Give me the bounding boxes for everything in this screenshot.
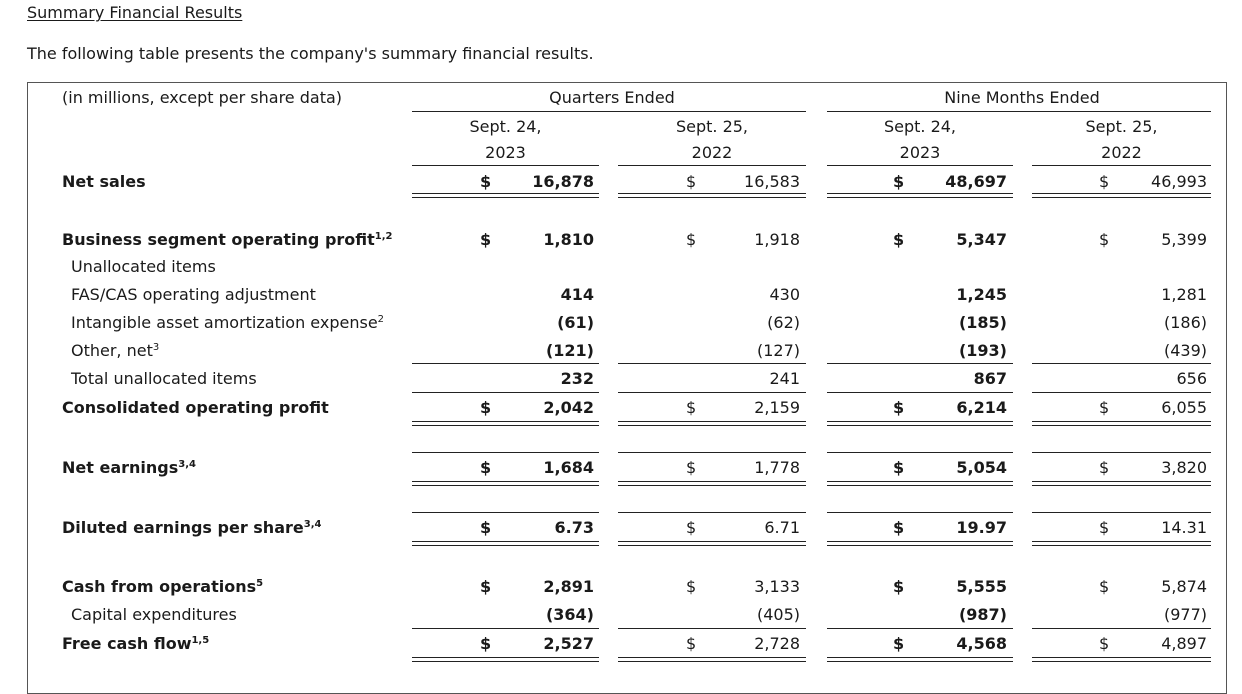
row-label-text: Diluted earnings per share — [62, 518, 304, 537]
double-rule-line — [412, 541, 599, 546]
currency-symbol: $ — [686, 518, 697, 537]
group-underline-quarters — [412, 111, 806, 112]
cell-cash-ops-col3: 5,555 — [956, 577, 1007, 596]
cell-other-net-col3: (193) — [958, 341, 1007, 360]
rule-line — [1032, 452, 1211, 453]
double-rule-line — [1032, 657, 1211, 662]
row-label-text: Other, net — [71, 341, 153, 360]
currency-symbol: $ — [480, 634, 492, 653]
column-header-1-line2: 2023 — [485, 143, 526, 162]
cell-cash-ops-col2: 3,133 — [754, 577, 800, 596]
row-label-text: Intangible asset amortization expense — [71, 313, 378, 332]
cell-intangible-col4: (186) — [1163, 313, 1207, 332]
rule-line — [827, 363, 1013, 364]
double-rule-line — [827, 193, 1013, 198]
double-rule-line — [827, 541, 1013, 546]
currency-symbol: $ — [893, 518, 905, 537]
cell-capex-col1: (364) — [545, 605, 594, 624]
row-label-unallocated — [71, 257, 216, 277]
cell-other-net-col2: (127) — [756, 341, 800, 360]
cell-free-cash-flow-col4: 4,897 — [1161, 634, 1207, 653]
cell-total-unallocated-col2: 241 — [769, 369, 800, 388]
row-label-fas-cas — [71, 285, 316, 305]
column-header-2-line2: 2022 — [691, 143, 733, 162]
units-note: (in millions, except per share data) — [62, 88, 343, 107]
currency-symbol: $ — [686, 577, 697, 596]
rule-line — [412, 392, 599, 393]
currency-symbol: $ — [686, 458, 697, 477]
double-rule-line — [618, 193, 806, 198]
currency-symbol: $ — [686, 172, 697, 191]
double-rule-line — [827, 481, 1013, 486]
column-header-underline — [1032, 165, 1211, 166]
rule-line — [827, 628, 1013, 629]
currency-symbol: $ — [480, 458, 492, 477]
row-label-net-sales — [62, 172, 146, 192]
cell-consolidated-op-profit-col1: 2,042 — [543, 398, 594, 417]
currency-symbol: $ — [480, 577, 492, 596]
currency-symbol: $ — [686, 398, 697, 417]
cell-free-cash-flow-col1: 2,527 — [543, 634, 594, 653]
row-label-text: Consolidated operating profit — [62, 398, 329, 417]
cell-other-net-col4: (439) — [1163, 341, 1207, 360]
row-label-free-cash-flow — [62, 634, 209, 654]
rule-line — [827, 452, 1013, 453]
currency-symbol: $ — [1099, 634, 1110, 653]
cell-diluted-eps-col2: 6.71 — [764, 518, 800, 537]
currency-symbol: $ — [480, 518, 492, 537]
row-label-text: Business segment operating profit — [62, 230, 375, 249]
group-header-nine-months: Nine Months Ended — [944, 88, 1100, 107]
column-header-underline — [412, 165, 599, 166]
double-rule-line — [1032, 541, 1211, 546]
row-label-capex — [71, 605, 237, 625]
row-label-segment-op-profit — [62, 230, 393, 250]
currency-symbol: $ — [893, 458, 905, 477]
currency-symbol: $ — [1099, 172, 1110, 191]
footnote-marker: 1,2 — [374, 231, 393, 242]
cell-capex-col4: (977) — [1163, 605, 1207, 624]
rule-line — [412, 512, 599, 513]
row-label-text: Net sales — [62, 172, 146, 191]
footnote-marker: 1,5 — [191, 635, 210, 646]
rule-line — [1032, 363, 1211, 364]
rule-line — [412, 363, 599, 364]
double-rule-line — [618, 421, 806, 426]
cell-consolidated-op-profit-col2: 2,159 — [754, 398, 800, 417]
double-rule-line — [412, 481, 599, 486]
currency-symbol: $ — [1099, 518, 1110, 537]
currency-symbol: $ — [480, 172, 492, 191]
cell-intangible-col3: (185) — [958, 313, 1007, 332]
rule-line — [618, 452, 806, 453]
rule-line — [1032, 628, 1211, 629]
cell-segment-op-profit-col1: 1,810 — [543, 230, 594, 249]
rule-line — [618, 512, 806, 513]
row-label-intangible — [71, 313, 384, 333]
footnote-marker: 5 — [256, 578, 264, 589]
currency-symbol: $ — [893, 634, 905, 653]
double-rule-line — [412, 193, 599, 198]
rule-line — [618, 363, 806, 364]
rule-line — [827, 512, 1013, 513]
cell-free-cash-flow-col3: 4,568 — [956, 634, 1007, 653]
cell-total-unallocated-col3: 867 — [973, 369, 1007, 388]
column-header-2-line1: Sept. 25, — [675, 117, 749, 136]
footnote-marker: 3 — [152, 342, 160, 353]
currency-symbol: $ — [686, 634, 697, 653]
group-header-quarters: Quarters Ended — [549, 88, 675, 107]
currency-symbol: $ — [893, 172, 905, 191]
rule-line — [618, 628, 806, 629]
double-rule-line — [1032, 193, 1211, 198]
row-label-total-unallocated — [71, 369, 257, 389]
cell-consolidated-op-profit-col3: 6,214 — [956, 398, 1007, 417]
cell-fas-cas-col4: 1,281 — [1161, 285, 1207, 304]
row-label-text: Cash from operations — [62, 577, 257, 596]
cell-diluted-eps-col1: 6.73 — [554, 518, 594, 537]
currency-symbol: $ — [480, 398, 492, 417]
cell-net-sales-col3: 48,697 — [945, 172, 1007, 191]
cell-net-earnings-col4: 3,820 — [1161, 458, 1207, 477]
double-rule-line — [1032, 421, 1211, 426]
double-rule-line — [827, 657, 1013, 662]
row-label-other-net — [71, 341, 159, 361]
cell-cash-ops-col1: 2,891 — [543, 577, 594, 596]
cell-fas-cas-col2: 430 — [769, 285, 800, 304]
cell-segment-op-profit-col2: 1,918 — [754, 230, 800, 249]
currency-symbol: $ — [1099, 577, 1110, 596]
footnote-marker: 2 — [377, 314, 385, 325]
footnote-marker: 3,4 — [178, 459, 196, 470]
double-rule-line — [618, 657, 806, 662]
row-label-text: Free cash flow — [62, 634, 192, 653]
currency-symbol: $ — [1099, 230, 1110, 249]
row-label-cash-ops — [62, 577, 263, 597]
currency-symbol: $ — [1099, 458, 1110, 477]
double-rule-line — [412, 421, 599, 426]
column-header-underline — [618, 165, 806, 166]
rule-line — [412, 628, 599, 629]
column-header-3-line1: Sept. 24, — [883, 117, 957, 136]
double-rule-line — [1032, 481, 1211, 486]
group-underline-nine-months — [827, 111, 1211, 112]
column-header-4-line1: Sept. 25, — [1085, 117, 1158, 136]
row-label-text: Capital expenditures — [71, 605, 237, 624]
cell-net-sales-col1: 16,878 — [532, 172, 594, 191]
cell-segment-op-profit-col3: 5,347 — [956, 230, 1007, 249]
cell-other-net-col1: (121) — [545, 341, 594, 360]
cell-cash-ops-col4: 5,874 — [1161, 577, 1207, 596]
cell-capex-col3: (987) — [958, 605, 1007, 624]
cell-net-earnings-col3: 5,054 — [956, 458, 1007, 477]
column-header-underline — [827, 165, 1013, 166]
row-label-net-earnings — [62, 458, 196, 478]
column-header-4-line2: 2022 — [1101, 143, 1142, 162]
cell-total-unallocated-col4: 656 — [1176, 369, 1207, 388]
row-label-text: FAS/CAS operating adjustment — [71, 285, 316, 304]
cell-fas-cas-col3: 1,245 — [956, 285, 1007, 304]
row-label-diluted-eps — [62, 518, 321, 538]
currency-symbol: $ — [893, 230, 905, 249]
cell-net-sales-col4: 46,993 — [1151, 172, 1207, 191]
currency-symbol: $ — [893, 398, 905, 417]
row-label-text: Net earnings — [62, 458, 179, 477]
rule-line — [827, 392, 1013, 393]
rule-line — [1032, 392, 1211, 393]
column-header-1-line1: Sept. 24, — [469, 117, 542, 136]
footnote-marker: 3,4 — [303, 519, 322, 530]
cell-net-earnings-col1: 1,684 — [543, 458, 594, 477]
row-label-text: Unallocated items — [71, 257, 216, 276]
currency-symbol: $ — [686, 230, 697, 249]
row-label-text: Total unallocated items — [71, 369, 257, 388]
page-title: Summary Financial Results — [27, 3, 243, 22]
double-rule-line — [827, 421, 1013, 426]
currency-symbol: $ — [1099, 398, 1110, 417]
rule-line — [1032, 512, 1211, 513]
cell-net-earnings-col2: 1,778 — [754, 458, 800, 477]
intro-text: The following table presents the company's summary financial results. — [27, 44, 594, 63]
cell-free-cash-flow-col2: 2,728 — [754, 634, 800, 653]
cell-fas-cas-col1: 414 — [560, 285, 594, 304]
cell-segment-op-profit-col4: 5,399 — [1161, 230, 1207, 249]
currency-symbol: $ — [480, 230, 492, 249]
currency-symbol: $ — [893, 577, 905, 596]
cell-consolidated-op-profit-col4: 6,055 — [1161, 398, 1207, 417]
cell-intangible-col2: (62) — [767, 313, 800, 332]
column-header-3-line2: 2023 — [899, 143, 941, 162]
cell-net-sales-col2: 16,583 — [744, 172, 800, 191]
cell-diluted-eps-col3: 19.97 — [956, 518, 1007, 537]
cell-total-unallocated-col1: 232 — [560, 369, 594, 388]
double-rule-line — [412, 657, 599, 662]
rule-line — [618, 392, 806, 393]
cell-intangible-col1: (61) — [557, 313, 594, 332]
row-label-consolidated-op-profit — [62, 398, 329, 418]
rule-line — [412, 452, 599, 453]
cell-diluted-eps-col4: 14.31 — [1161, 518, 1207, 537]
double-rule-line — [618, 481, 806, 486]
cell-capex-col2: (405) — [756, 605, 800, 624]
double-rule-line — [618, 541, 806, 546]
